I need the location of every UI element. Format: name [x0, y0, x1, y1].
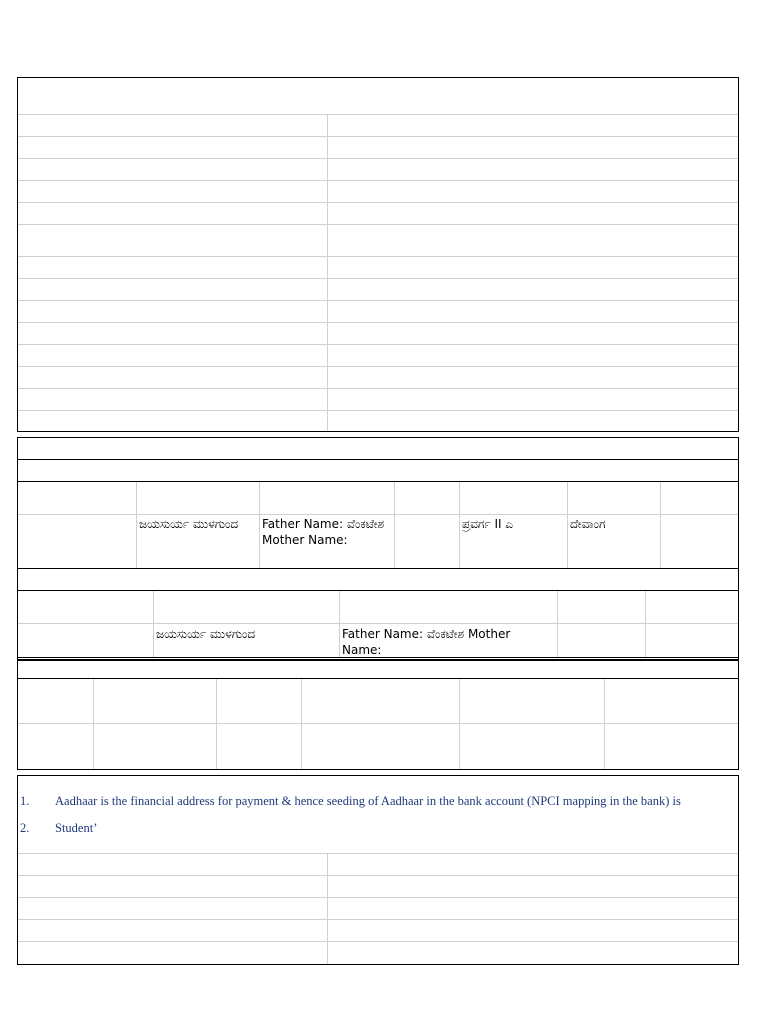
student-name-cell: ಜಯಸುರ್ಯ ಮುಳಗುಂದ — [139, 517, 239, 531]
note-2-text: Student’ — [55, 821, 98, 835]
category-cell: ಪ್ರವರ್ಗ II ಎ — [462, 517, 514, 531]
caste-cell: ದೇವಾಂಗ — [570, 517, 606, 531]
parents-name-cell: Father Name: ವೆಂಕಟೇಶ Mother Name: — [262, 517, 385, 547]
note-2-number: 2. — [20, 821, 30, 835]
student-details-table — [17, 437, 739, 569]
student-name-cell-2: ಜಯಸುರ್ಯ ಮುಳಗುಂದ — [156, 627, 256, 641]
note-1-text: Aadhaar is the financial address for payment & hence seeding of Aadhaar in the bank account (NPCI mapping in the bank) is — [55, 794, 681, 808]
empty-grid-table — [17, 660, 739, 770]
parents-name-cell-2: Father Name: ವೆಂಕಟೇಶ Mother Name: — [342, 627, 511, 657]
form-table-top — [17, 77, 739, 432]
note-1-number: 1. — [20, 794, 30, 808]
